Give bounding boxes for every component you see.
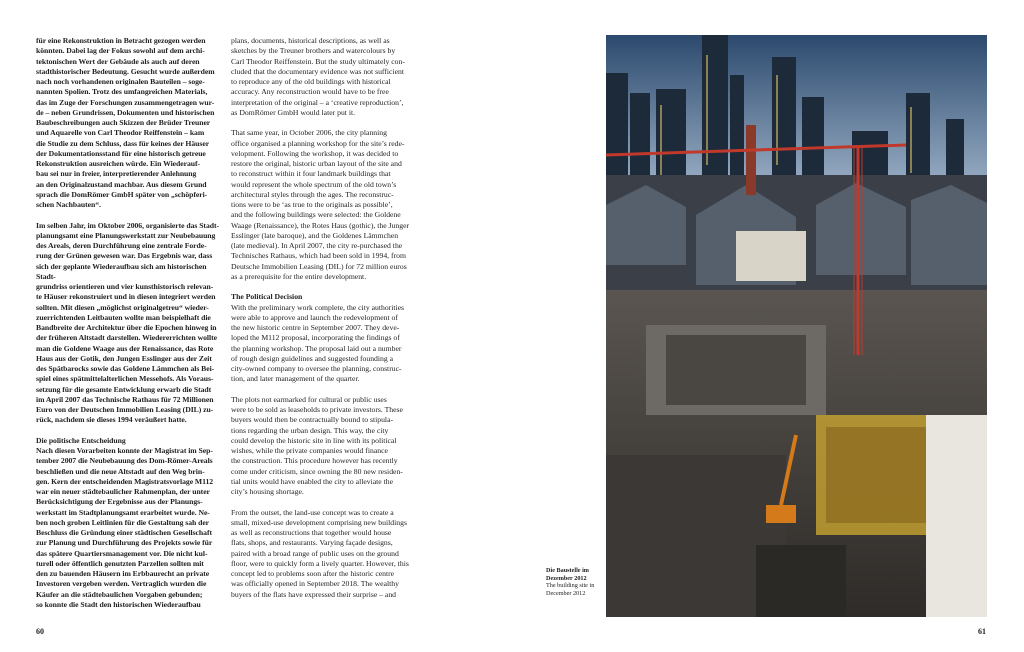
english-text-line: tions regarding the urban design. This way, the city bbox=[231, 425, 389, 435]
english-text-line: of rough design guidelines and suggested founding a bbox=[231, 353, 394, 363]
german-column bbox=[36, 36, 222, 610]
english-paragraph-4 bbox=[231, 395, 420, 498]
english-text-line: city-owned company to oversee the planning, construc- bbox=[231, 364, 402, 373]
german-text-line: sollten. Mit diesen „möglichst originalgetreu“ wieder- bbox=[36, 302, 209, 312]
english-text-line: From the outset, the land-use concept was to create a bbox=[231, 507, 394, 517]
english-text-line: accuracy. Any reconstruction would have to be free bbox=[231, 87, 389, 97]
construction-site-photo bbox=[606, 35, 987, 617]
german-text-line: des Spätbarocks sowie das Goldene Lämmchen als Bei- bbox=[36, 364, 215, 373]
photo-caption bbox=[546, 567, 602, 597]
english-text-line: Waage (Renaissance), the Rotes Haus (gothic), the Junger bbox=[231, 220, 410, 230]
english-text-line: and the following buildings were selected: the Goldene bbox=[231, 210, 401, 220]
german-text-line: tember 2007 die Neubebauung des Dom-Römer-Areals bbox=[36, 456, 213, 466]
page-number-right: 61 bbox=[978, 627, 986, 636]
german-text-line: Bandbreite der Architektur über die Epochen hinweg in bbox=[36, 323, 217, 332]
english-text-line: as DomRömer GmbH would later put it. bbox=[231, 107, 356, 117]
german-text-line: sprach die DomRömer GmbH später von „schöpferi- bbox=[36, 189, 208, 199]
english-column bbox=[231, 36, 420, 610]
german-text-line: Rekonstruktion ausreichen würde. Ein Wiederauf- bbox=[36, 159, 201, 168]
english-text-line: Carl Theodor Reiffenstein. But the study ultimately con- bbox=[231, 56, 405, 66]
english-text-line: to reconstruct within it four landmark buildings that bbox=[231, 169, 391, 179]
english-paragraph-3 bbox=[231, 303, 420, 385]
german-text-line: grundriss orientieren und vier kunsthistorisch relevan- bbox=[36, 282, 214, 291]
english-text-line: plans, documents, historical descriptions, as well as bbox=[231, 36, 390, 45]
german-text-line: werkstatt im Stadtplanungsamt erarbeitet wurde. Ne- bbox=[36, 507, 210, 517]
english-text-line: city’s housing shortage. bbox=[231, 487, 304, 496]
german-text-line: ben noch groben Leitlinien für die Gestaltung sah der bbox=[36, 517, 210, 527]
english-text-line: buyers would then be contractually bound to stipula- bbox=[231, 415, 394, 425]
english-text-line: would represent the whole spectrum of the old town’s bbox=[231, 179, 397, 189]
english-text-line: were able to approve and launch the redevelopment of bbox=[231, 312, 398, 322]
english-text-line: Technisches Rathaus, which had been sold in 1994, from bbox=[231, 251, 406, 261]
german-text-line: Investoren vergeben werden. Vertraglich wurden die bbox=[36, 579, 207, 589]
german-text-line: bau sei nur in freier, interpretierender Anlehnung bbox=[36, 169, 197, 179]
german-text-line: Käufer an die städtebaulichen Vorgaben gebunden; bbox=[36, 589, 203, 599]
german-text-line: das spätere Quartiersmanagement vor. Die nicht kul- bbox=[36, 548, 208, 558]
english-paragraph-1 bbox=[231, 36, 420, 118]
german-text-line: Im selben Jahr, im Oktober 2006, organisierte das Stadt- bbox=[36, 220, 219, 230]
english-text-line: Esslinger (late baroque), and the Goldenes Lämmchen bbox=[231, 230, 399, 240]
german-text-line: spiel eines spätmittelalterlichen Messehofs. Als Voraus- bbox=[36, 374, 214, 384]
english-paragraph-2 bbox=[231, 128, 420, 282]
english-text-line: buyers of the flats have expressed their surprise – and bbox=[231, 589, 397, 599]
german-text-line: Haus aus der Gotik, den Jungen Esslinger aus der Zeit bbox=[36, 353, 212, 363]
german-text-line: die Studie zu dem Schluss, dass für keines der Häuser bbox=[36, 138, 210, 148]
german-text-line: das im Zuge der Forschungen zusammengetragen wur- bbox=[36, 97, 215, 107]
german-text-line: Berücksichtigung der Ergebnisse aus der Planungs- bbox=[36, 497, 203, 507]
english-text-line: With the preliminary work complete, the city authorities bbox=[231, 302, 405, 312]
german-text-line: setzung für die gesamte Entwicklung erwarb die Stadt bbox=[36, 384, 212, 394]
english-text-line: cluded that the documentary evidence was not sufficient bbox=[231, 66, 404, 76]
english-text-line: architectural styles through the ages. The reconstruc- bbox=[231, 189, 394, 199]
english-text-line: (late medieval). In April 2007, the city re-purchased the bbox=[231, 241, 403, 250]
english-text-line: velopment. Following the workshop, it was decided to bbox=[231, 148, 399, 158]
german-text-line: schen Nachbauten“. bbox=[36, 200, 101, 209]
german-text-line: zur Planung und Durchführung des Projekts sowie für bbox=[36, 538, 213, 548]
english-text-line: tial units would have enabled the city to alleviate the bbox=[231, 476, 394, 486]
german-text-line: im April 2007 das Technische Rathaus für 72 Millionen bbox=[36, 394, 214, 404]
german-text-line: könnten. Dabei lag der Fokus sowohl auf dem archi- bbox=[36, 46, 205, 56]
section-heading: The Political Decision bbox=[231, 292, 303, 302]
german-text-line: stadthistorischer Bedeutung. Gesucht wurde außerdem bbox=[36, 66, 215, 76]
german-text-line: der Dokumentationsstand für eine historisch getreue bbox=[36, 148, 206, 158]
german-text-line: zuerrichtenden Leitbauten wollte man beispielhaft die bbox=[36, 312, 211, 322]
english-text-line: That same year, in October 2006, the city planning bbox=[231, 128, 387, 138]
german-text-line: Euro von der Deutschen Immobilien Leasing (DIL) zu- bbox=[36, 405, 214, 414]
caption-german-line-1: Die Baustelle im bbox=[546, 567, 589, 574]
english-text-line: loped the M112 proposal, incorporating the findings of bbox=[231, 333, 400, 343]
german-text-line: planungsamt eine Planungswerkstatt zur Neubebauung bbox=[36, 230, 216, 240]
english-text-line: the planning workshop. The proposal laid out a number bbox=[231, 343, 402, 353]
german-text-line: de – neben Grundrissen, Dokumenten und historischen bbox=[36, 107, 215, 117]
english-text-line: concept led to problems soon after the historic centre bbox=[231, 569, 395, 578]
german-text-line: so konnte die Stadt den historischen Wiederaufbau bbox=[36, 599, 201, 609]
english-text-line: come under criticism, since owning the 80 new residen- bbox=[231, 466, 403, 476]
german-text-line: Die politische Entscheidung bbox=[36, 435, 126, 445]
german-text-line: gen. Kern der entscheidenden Magistratsvorlage M112 bbox=[36, 476, 214, 486]
german-text-line: te Häuser rekonstruiert und in diesen integriert werden bbox=[36, 292, 216, 302]
english-text-line: wishes, while the private companies would finance bbox=[231, 446, 388, 455]
english-text-line: flats, shops, and restaurants. Varying façade designs, bbox=[231, 538, 393, 548]
caption-english-line-2: December 2012 bbox=[546, 589, 586, 597]
english-text-line: office organised a planning workshop for the site’s rede- bbox=[231, 138, 405, 148]
german-text-line: den zu bauenden Häusern im Erbbaurecht an private bbox=[36, 569, 210, 578]
english-text-line: could develop the historic site in line with its political bbox=[231, 435, 397, 445]
german-text-line: nach noch vorhandenen originalen Bauteilen – soge- bbox=[36, 77, 205, 86]
english-text-line: small, mixed-use development comprising new buildings bbox=[231, 517, 407, 527]
page-number-left: 60 bbox=[36, 627, 44, 636]
english-paragraph-5 bbox=[231, 508, 420, 600]
english-text-line: as well as reconstructions that together would house bbox=[231, 528, 392, 537]
english-text-line: floor, were to quickly form a lively quarter. However, this bbox=[231, 558, 409, 568]
german-text-line: Beschluss die Gründung einer städtischen Gesellschaft bbox=[36, 528, 212, 537]
english-text-line: tion, and later management of the quarter. bbox=[231, 374, 360, 384]
german-text-line: war ein neuer städtebaulicher Rahmenplan, der unter bbox=[36, 487, 210, 496]
german-text-line: turell oder öffentlich genutzten Parzellen sollten mit bbox=[36, 558, 204, 568]
german-text-line: an den Originalzustand machbar. Aus diesem Grund bbox=[36, 179, 207, 189]
german-text-line: und Aquarelle von Carl Theodor Reiffenstein – kam bbox=[36, 128, 205, 138]
caption-english-line-1: The building site in bbox=[546, 582, 595, 590]
english-text-line: tions were to be ‘as true to the originals as possible’, bbox=[231, 200, 393, 209]
english-text-line: the new historic centre in September 2007. They deve- bbox=[231, 323, 400, 332]
english-text-line: paired with a broad range of public uses on the ground bbox=[231, 548, 399, 558]
english-text-line: was officially opened in September 2018. The wealthy bbox=[231, 579, 399, 589]
paragraph-break bbox=[36, 210, 222, 220]
german-text-line: Nach diesen Vorarbeiten konnte der Magistrat im Sep- bbox=[36, 446, 213, 455]
german-text-line: für eine Rekonstruktion in Betracht gezogen werden bbox=[36, 36, 206, 45]
german-text-line: der früheren Altstadt darstellen. Wiedererrichten wollte bbox=[36, 333, 217, 343]
english-text-line: were to be sold as leaseholds to private investors. These bbox=[231, 405, 403, 414]
paragraph-break bbox=[36, 426, 222, 436]
german-text-line: man die Goldene Waage aus der Renaissance, das Rote bbox=[36, 343, 214, 353]
english-text-line: interpretation of the original – a ‘creative reproduction’, bbox=[231, 97, 404, 107]
german-text-line: tektonischen Wert der Gebäude als auch auf deren bbox=[36, 56, 200, 66]
caption-german-line-2: Dezember 2012 bbox=[546, 574, 587, 582]
english-text-line: as a prerequisite for the entire development. bbox=[231, 271, 367, 281]
english-text-line: Deutsche Immobilien Leasing (DIL) for 72 million euros bbox=[231, 261, 407, 271]
german-text-line: Baubeschreibungen auch Skizzen der Brüder Treuner bbox=[36, 118, 211, 127]
english-text-line: sketches by the Treuner brothers and watercolours by bbox=[231, 46, 396, 56]
german-text-line: sich der geplante Wiederaufbau sich am historischen Stadt- bbox=[36, 261, 207, 281]
english-text-line: to reproduce any of the old buildings with historical bbox=[231, 77, 391, 86]
german-text-line: rück, nachdem sie dieses 1994 veräußert hatte. bbox=[36, 415, 187, 425]
german-text-line: rung der Grünen gewesen war. Das Ergebnis war, dass bbox=[36, 251, 213, 261]
english-text-line: restore the original, historic urban layout of the site and bbox=[231, 159, 402, 168]
german-text-line: beschließen und die neue Altstadt auf den Weg brin- bbox=[36, 466, 205, 476]
german-text-line: des Areals, deren Durchführung eine zentrale Forde- bbox=[36, 241, 207, 250]
german-text-line: nannten Spolien. Trotz des umfangreichen Materials, bbox=[36, 87, 208, 97]
english-text-line: The plots not earmarked for cultural or public uses bbox=[231, 394, 387, 404]
english-text-line: the construction. This procedure however has recently bbox=[231, 456, 398, 466]
